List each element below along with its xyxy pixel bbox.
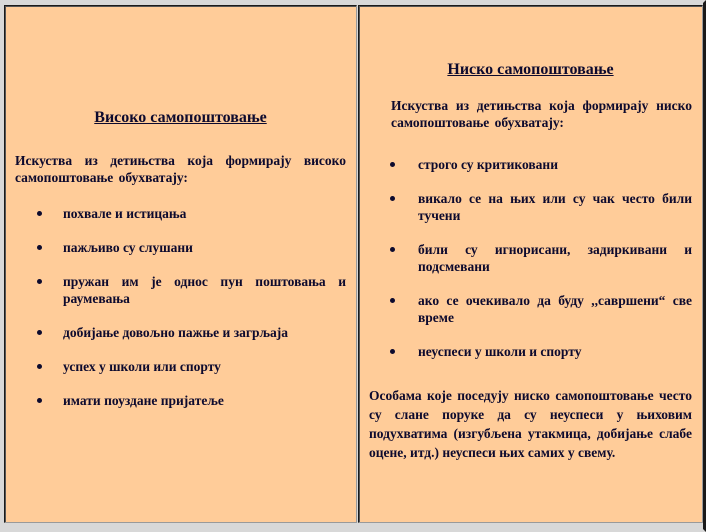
low-self-esteem-outro: Особама које поседују ниско самопоштовање често су слане поруке да су неуспеси у њиховим подухватима (изгубљена утакмица, добијање слабе оцене, итд.) неуспеси њих самих у свему. [369,388,692,460]
bullet-icon [390,196,395,201]
list-item [37,324,346,341]
list-item [37,239,346,256]
low-self-esteem-list [390,156,692,377]
list-item [390,343,692,360]
list-item-text: викало се на њих или су чак често били тучени [418,191,692,223]
high-self-esteem-intro: Искуства из детињства која формирају високо самопоштовање обухватају: [15,153,346,185]
list-item-text: ако се очекивало да буду ,,савршени“ све време [418,293,692,325]
bullet-icon [390,247,395,252]
bullet-icon [37,211,42,216]
list-item [37,358,346,375]
list-item [37,392,346,409]
list-item-text: похвале и истицања [63,206,187,221]
bullet-icon [390,162,395,167]
bullet-icon [390,298,395,303]
list-item-text: добијање довољно пажње и загрљаја [63,325,289,340]
list-item-text: успех у школи или спорту [63,359,221,374]
bullet-icon [37,330,42,335]
list-item-text: пажљиво су слушани [63,240,193,255]
list-item-text: строго су критиковани [418,157,558,172]
high-self-esteem-title: Високо самопоштовање [94,109,267,126]
bullet-icon [37,279,42,284]
low-self-esteem-intro: Искуства из детињства која формирају ниско самопоштовање обухватају: [391,98,692,130]
list-item [390,190,692,224]
bullet-icon [37,245,42,250]
list-item [390,241,692,275]
list-item [390,156,692,173]
low-self-esteem-panel [358,5,703,523]
list-item [37,205,346,222]
high-self-esteem-list [37,205,346,426]
list-item-text: пружан им је однос пун поштовања и раумевања [63,274,346,306]
bullet-icon [37,364,42,369]
list-item [390,292,692,326]
low-self-esteem-title: Ниско самопоштовање [447,61,614,78]
high-self-esteem-panel [4,5,357,523]
list-item-text: неуспеси у школи и спорту [418,344,582,359]
bullet-icon [37,398,42,403]
bullet-icon [390,349,395,354]
list-item-text: имати поуздане пријатеље [63,393,224,408]
list-item-text: били су игнорисани, задиркивани и подсмевани [418,242,692,274]
list-item [37,273,346,307]
